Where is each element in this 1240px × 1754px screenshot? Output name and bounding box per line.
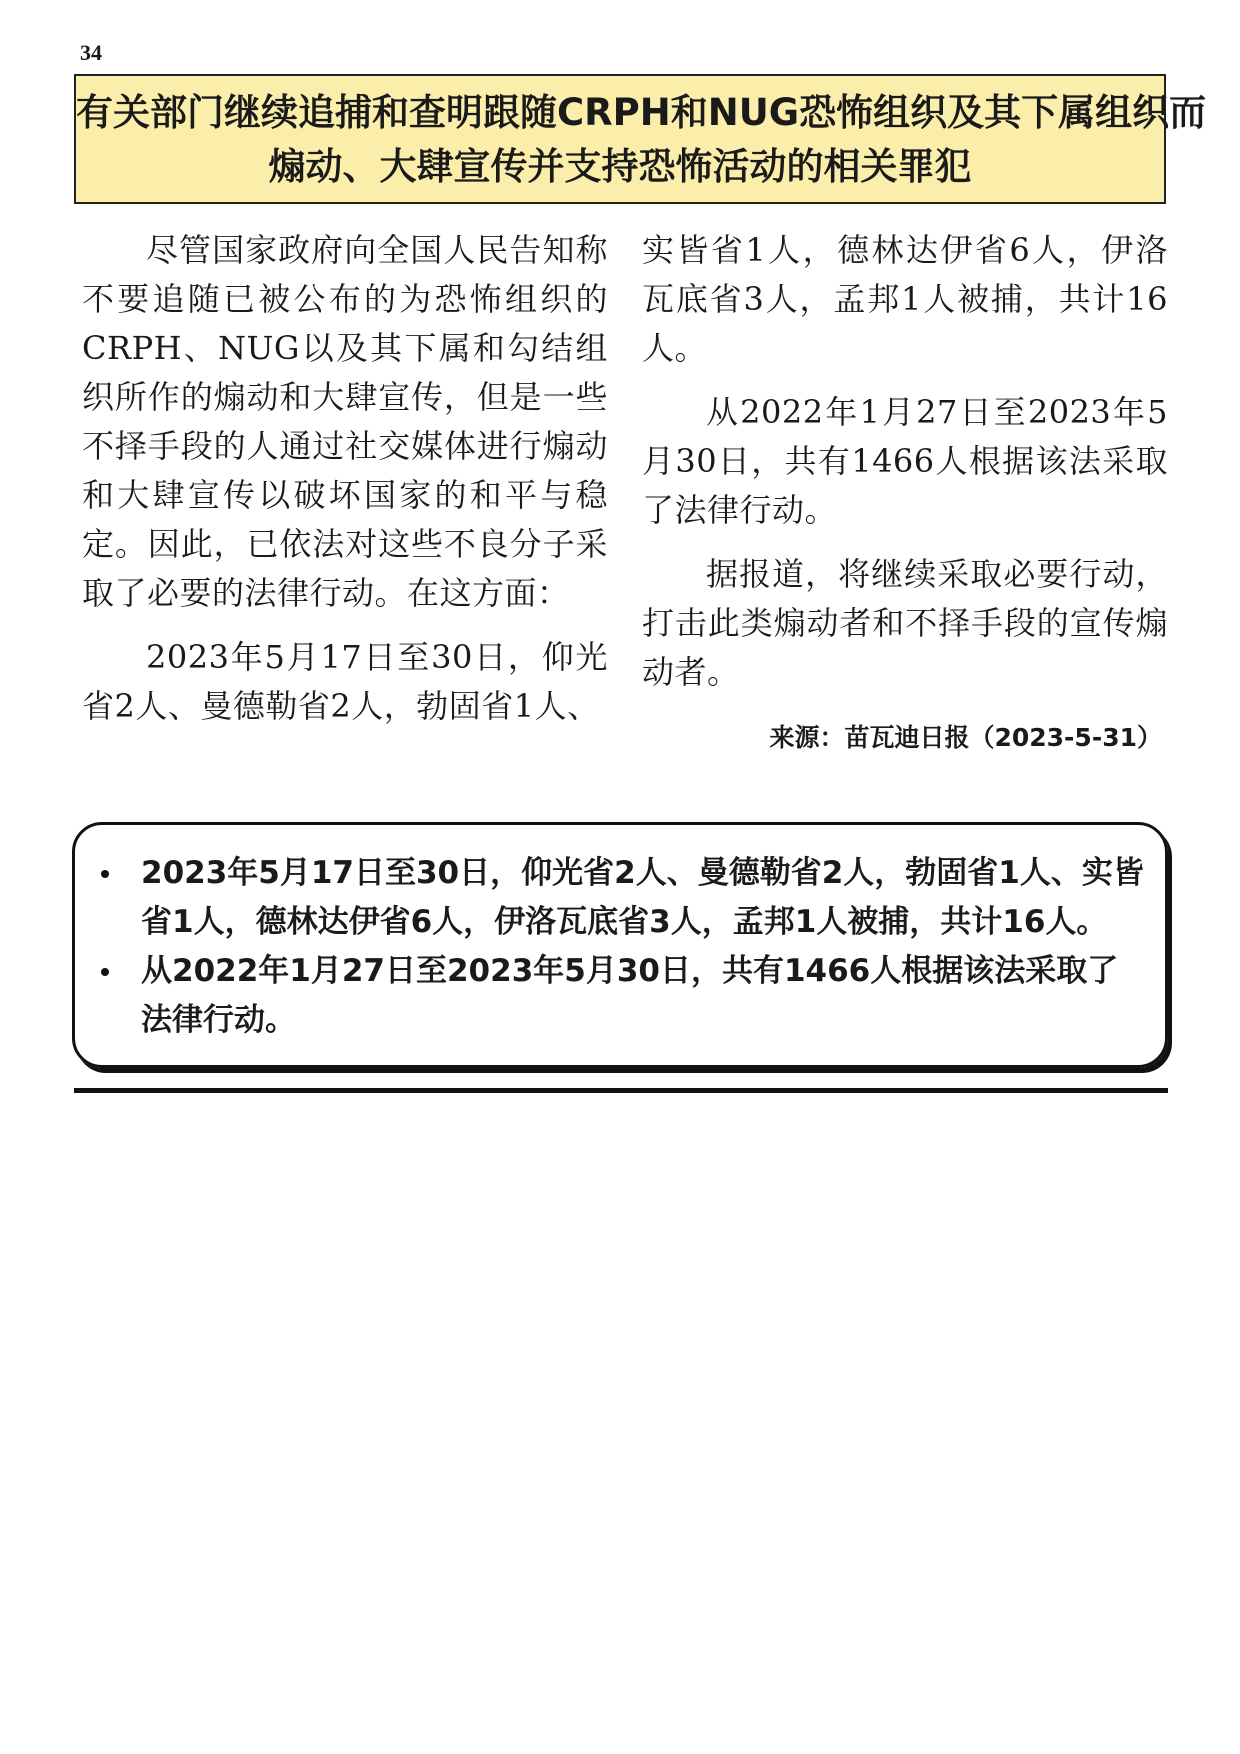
bullet-icon — [101, 870, 109, 878]
summary-item-text: 从2022年1月27日至2023年5月30日，共有1466人根据该法采取了法律行动。 — [141, 953, 1119, 1038]
summary-box — [72, 822, 1168, 1068]
article-title-line-1: 有关部门继续追捕和查明跟随CRPH和NUG恐怖组织及其下属组织而 — [76, 91, 1207, 134]
article-paragraph-intro: 尽管国家政府向全国人民告知称不要追随已被公布的为恐怖组织的CRPH、NUG以及其下属和勾结组织所作的煽动和大肆宣传，但是一些不择手段的人通过社交媒体进行煽动和大肆宣传以破坏国家的和平与稳定。因此，已依法对这些不良分子采取了必要的法律行动。在这方面： — [82, 231, 608, 612]
article-paragraph-outlook: 据报道，将继续采取必要行动，打击此类煽动者和不择手段的宣传煽动者。 — [642, 555, 1168, 691]
article-column-left — [82, 226, 608, 746]
article-paragraph-arrests-continued: 实皆省1人，德林达伊省6人，伊洛瓦底省3人，孟邦1人被捕，共计16人。 — [642, 231, 1168, 367]
page-number: 34 — [80, 40, 102, 65]
article-title-line-2: 煽动、大肆宣传并支持恐怖活动的相关罪犯 — [268, 145, 972, 188]
bullet-icon — [101, 968, 109, 976]
summary-list — [95, 849, 1145, 1045]
summary-item — [95, 849, 1145, 947]
article-paragraph-arrests-start: 2023年5月17日至30日，仰光省2人、曼德勒省2人，勃固省1人、 — [82, 638, 608, 725]
article-paragraph-total-actions: 从2022年1月27日至2023年5月30日，共有1466人根据该法采取了法律行动。 — [642, 393, 1168, 529]
article-title-box — [74, 74, 1207, 204]
article-source: 来源：苗瓦迪日报（2023-5-31） — [769, 723, 1162, 752]
summary-item — [95, 947, 1145, 1045]
bottom-divider — [74, 1088, 1168, 1093]
summary-item-text: 2023年5月17日至30日，仰光省2人、曼德勒省2人，勃固省1人、实皆省1人，德林达伊省6人，伊洛瓦底省3人，孟邦1人被捕，共计16人。 — [141, 855, 1144, 940]
article-column-right — [642, 226, 1168, 712]
